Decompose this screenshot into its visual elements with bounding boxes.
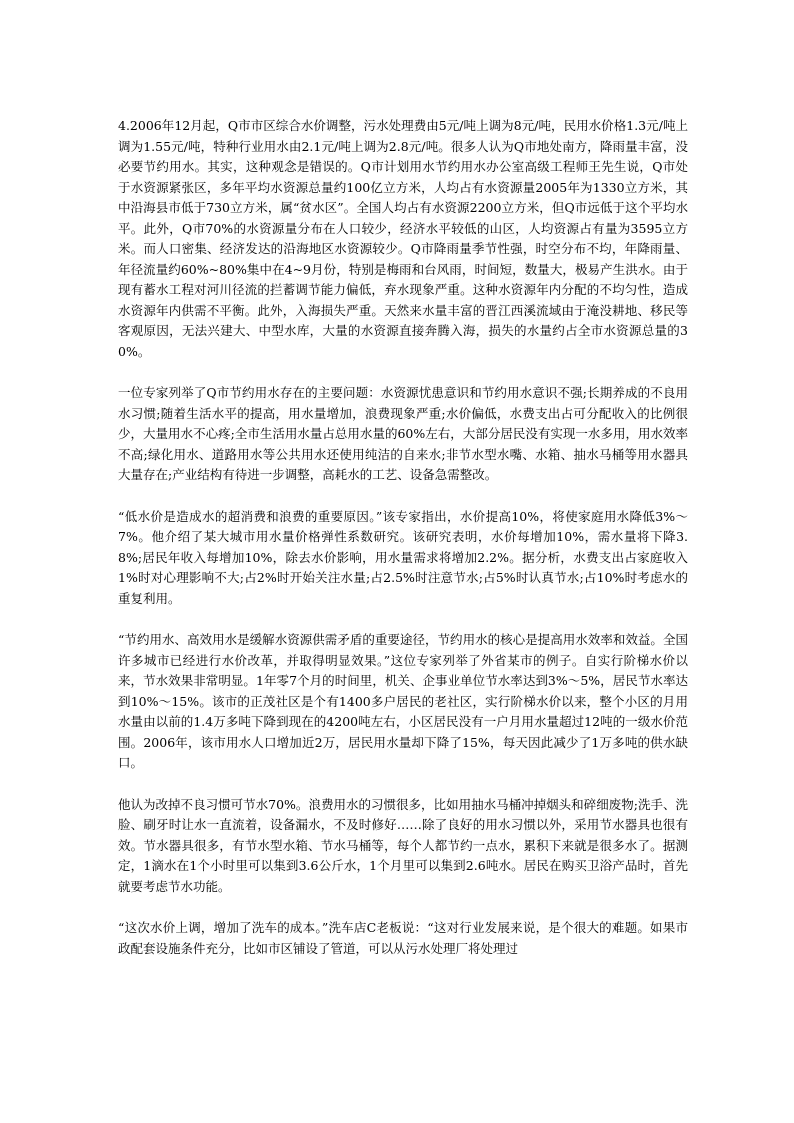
paragraph-tiered-pricing-example: “节约用水、高效用水是缓解水资源供需矛盾的重要途径，节约用水的核心是提高用水效率和效益。全国许多城市已经进行水价改革，并取得明显效果。”这位专家列举了外省某市的例子。自实行阶梯水价以来，节水效果非常明显。1年零7个月的时间里，机关、企事业单位节水率达到3%～5%，居民节水率达到10%～15%。该市的正茂社区是个有1400多户居民的老社区，实行阶梯水价以来，整个小区的月用水量由以前的1.4万多吨下降到现在的4200吨左右，小区居民没有一户月用水量超过12吨的一级水价范围。2006年，该市用水人口增加近2万，居民用水量却下降了15%，每天因此减少了1万多吨的供水缺口。 xyxy=(118,632,688,770)
paragraph-car-wash-owner: “这次水价上调，增加了洗车的成本。”洗车店C老板说：“这对行业发展来说，是个很大的难题。如果市政配套设施条件充分，比如市区铺设了管道，可以从污水处理厂将处理过 xyxy=(118,920,688,956)
paragraph-main-problems: 一位专家列举了Q市节约用水存在的主要问题：水资源忧患意识和节约用水意识不强;长期养成的不良用水习惯;随着生活水平的提高，用水量增加，浪费现象严重;水价偏低，水费支出占可分配收入的比例很少，大量用水不心疼;全市生活用水量占总用水量的60%左右，大部分居民没有实现一水多用，用水效率不高;绿化用水、道路用水等公共用水还使用纯洁的自来水;非节水型水嘴、水箱、抽水马桶等用水器具大量存在;产业结构有待进一步调整，高耗水的工艺、设备急需整改。 xyxy=(118,385,688,482)
paragraph-low-price-waste: “低水价是造成水的超消费和浪费的重要原因。”该专家指出，水价提高10%，将使家庭用水降低3%～7%。他介绍了某大城市用水量价格弹性系数研究。该研究表明，水价每增加10%，需水量将下降3.8%;居民年收入每增加10%，除去水价影响，用水量需求将增加2.2%。据分析，水费支出占家庭收入1%时对心理影响不大;占2%时开始关注水量;占2.5%时注意节水;占5%时认真节水;占10%时考虑水的重复利用。 xyxy=(118,508,688,606)
document-page xyxy=(118,116,688,959)
paragraph-water-price-adjustment: 4.2006年12月起，Q市市区综合水价调整，污水处理费由5元/吨上调为8元/吨，民用水价格1.3元/吨上调为1.55元/吨，特种行业用水由2.1元/吨上调为2.8元/吨。很多人认为Q市地处南方，降雨量丰富，没必要节约用水。其实，这种观念是错误的。Q市计划用水节约用水办公室高级工程师王先生说，Q市处于水资源紧张区，多年平均水资源总量约100亿立方米，人均占有水资源量2005年为1330立方米，其中沿海县市低于730立方米，属“贫水区”。全国人均占有水资源2200立方米，但Q市远低于这个平均水平。此外，Q市70%的水资源量分布在人口较少，经济水平较低的山区，人均资源占有量为3595立方米。而人口密集、经济发达的沿海地区水资源较少。Q市降雨量季节性强，时空分布不均，年降雨量、年径流量约60%~80%集中在4~9月份，特别是梅雨和台风雨，时间短，数量大，极易产生洪水。由于现有蓄水工程对河川径流的拦蓄调节能力偏低，弃水现象严重。这种水资源年内分配的不均匀性，造成水资源年内供需不平衡。此外，入海损失严重。天然来水量丰富的晋江西溪流域由于淹没耕地、移民等客观原因，无法兴建大、中型水库，大量的水资源直接奔腾入海，损失的水量约占全市水资源总量的30%。 xyxy=(118,118,688,359)
paragraph-habits-and-fixtures: 他认为改掉不良习惯可节水70%。浪费用水的习惯很多，比如用抽水马桶冲掉烟头和碎细废物;洗手、洗脸、刷牙时让水一直流着，设备漏水，不及时修好……除了良好的用水习惯以外，采用节水器具也很有效。节水器具很多，有节水型水箱、节水马桶等，每个人都节约一点水，累积下来就是很多水了。据测定，1滴水在1个小时里可以集到3.6公斤水，1个月里可以集到2.6吨水。居民在购买卫浴产品时，首先就要考虑节水功能。 xyxy=(118,796,688,894)
